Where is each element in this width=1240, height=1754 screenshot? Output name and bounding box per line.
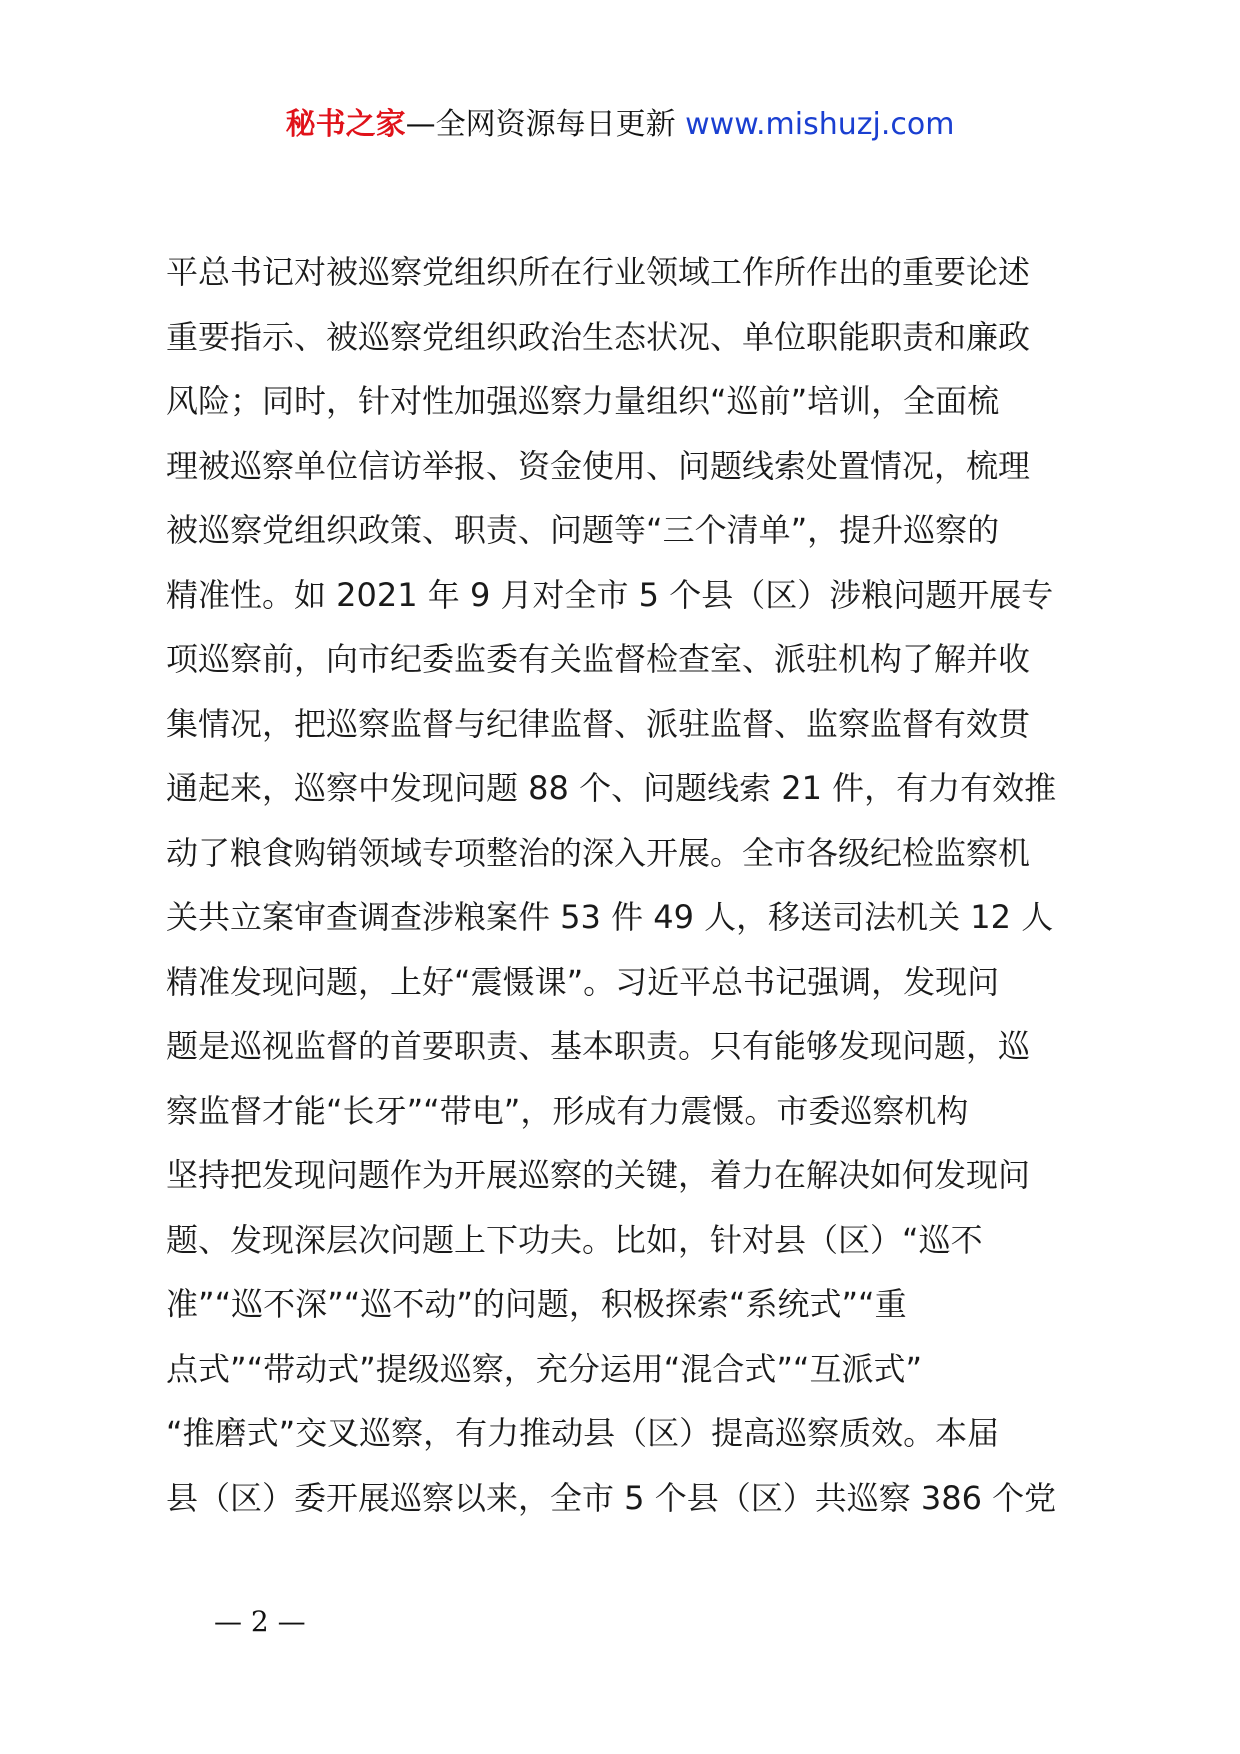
body-line: 坚持把发现问题作为开展巡察的关键，着力在解决如何发现问 [166, 1156, 1031, 1194]
body-line: 精准发现问题，上好“震慑课”。习近平总书记强调，发现问 [166, 962, 1000, 1001]
header-tagline: —全网资源每日更新 [405, 107, 676, 142]
body-line: 察监督才能“长牙”“带电”，形成有力震慑。市委巡察机构 [166, 1091, 969, 1130]
body-line: “推磨式”交叉巡察，有力推动县（区）提高巡察质效。本届 [166, 1414, 1000, 1452]
body-line: 平总书记对被巡察党组织所在行业领域工作所作出的重要论述 [166, 253, 1031, 291]
body-line: 准”“巡不深”“巡不动”的问题，积极探索“系统式”“重 [166, 1285, 907, 1323]
brand-name: 秘书之家 [285, 107, 406, 142]
body-line: 项巡察前，向市纪委监委有关监督检查室、派驻机构了解并收 [166, 640, 1031, 678]
body-line: 理被巡察单位信访举报、资金使用、问题线索处置情况，梳理 [166, 446, 1031, 485]
body-line: 风险；同时，针对性加强巡察力量组织“巡前”培训，全面梳 [166, 382, 1000, 420]
body-line: 精准性。如 2021 年 9 月对全市 5 个县（区）涉粮问题开展专 [166, 575, 1054, 614]
body-line: 集情况，把巡察监督与纪律监督、派驻监督、监察监督有效贯 [166, 704, 1031, 743]
page-number: — 2 — [214, 1605, 306, 1638]
website-link[interactable]: www.mishuzj.com [685, 107, 955, 142]
body-line: 动了粮食购销领域专项整治的深入开展。全市各级纪检监察机 [166, 833, 1031, 872]
body-line: 题是巡视监督的首要职责、基本职责。只有能够发现问题，巡 [166, 1027, 1031, 1065]
body-line: 点式”“带动式”提级巡察，充分运用“混合式”“互派式” [166, 1349, 923, 1388]
body-line: 被巡察党组织政策、职责、问题等“三个清单”，提升巡察的 [166, 511, 1000, 549]
body-line: 重要指示、被巡察党组织政治生态状况、单位职能职责和廉政 [166, 317, 1031, 356]
page-header [0, 100, 1240, 150]
body-line: 关共立案审查调查涉粮案件 53 件 49 人，移送司法机关 12 人 [166, 898, 1054, 936]
body-line: 通起来，巡察中发现问题 88 个、问题线索 21 件，有力有效推 [166, 769, 1057, 807]
body-line: 县（区）委开展巡察以来，全市 5 个县（区）共巡察 386 个党 [166, 1478, 1057, 1517]
document-body [166, 240, 1088, 1530]
body-line: 题、发现深层次问题上下功夫。比如，针对县（区）“巡不 [166, 1220, 983, 1259]
